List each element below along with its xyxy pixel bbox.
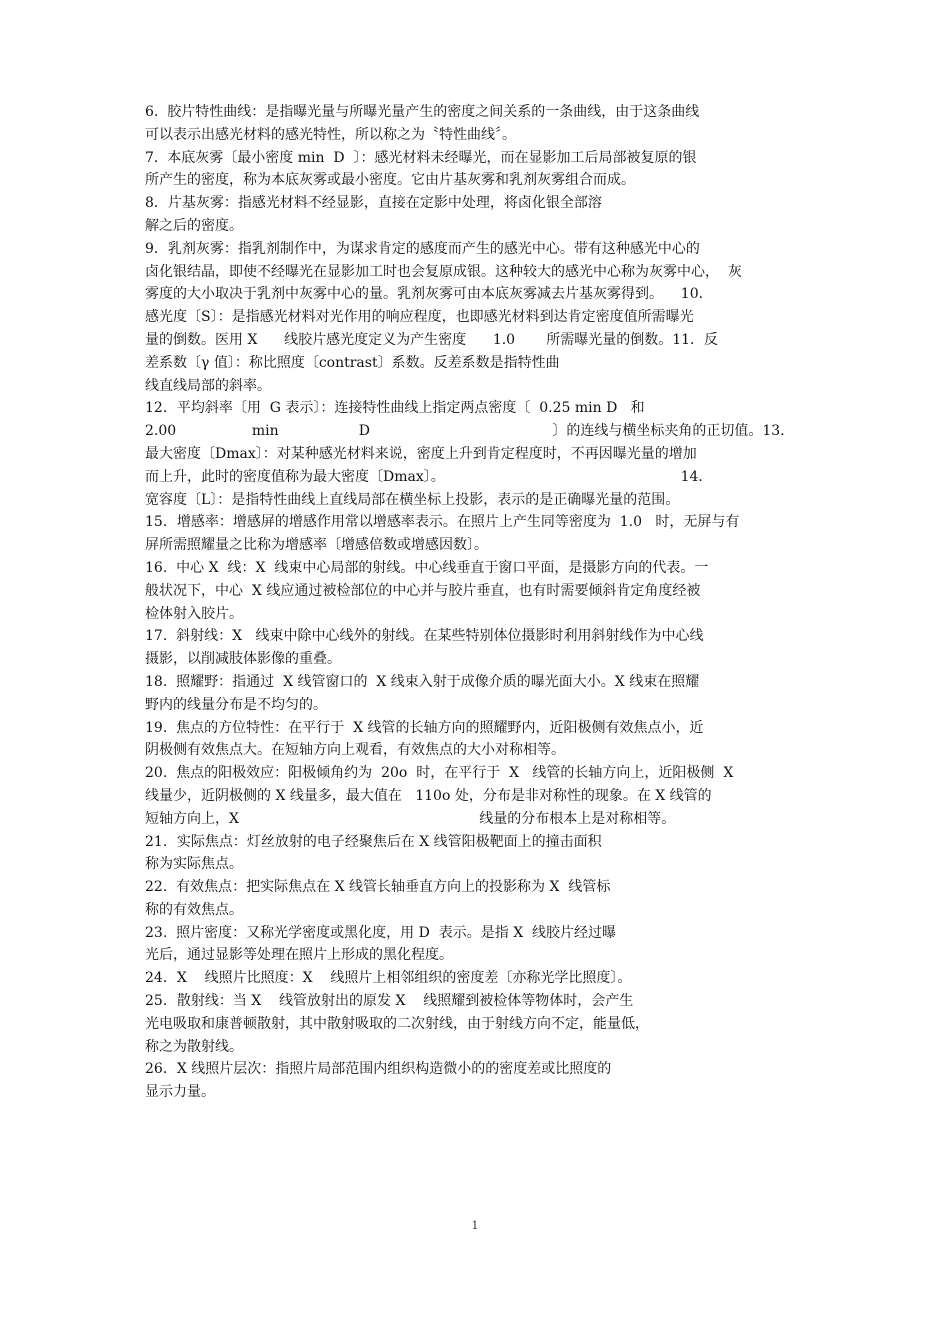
text-line: 摄影，以削减肢体影像的重叠。 [145, 651, 341, 668]
text-line: 称的有效焦点。 [145, 901, 243, 918]
text-line: 显示力量。 [145, 1084, 215, 1101]
text-line: 25．散射线：当 X 线管放射出的原发 X 线照耀到被检体等物体时，会产生 [145, 993, 634, 1010]
text-line: 称为实际焦点。 [145, 856, 243, 873]
text-line: 称之为散射线。 [145, 1038, 243, 1055]
text-line: 18. 照耀野：指通过 X 线管窗口的 X 线束入射于成像介质的曝光面大小。X 线束在照耀 [145, 673, 700, 690]
text-line: 可以表示出感光材料的感光特性，所以称之为〝特性曲线〞。 [145, 126, 516, 143]
text-line: 般状况下，中心 X 线应通过被检部位的中心并与胶片垂直，也有时需要倾斜肯定角度经被 [145, 582, 701, 599]
text-line: 26．X 线照片层次：指照片局部范围内组织构造微小的的密度差或比照度的 [145, 1061, 612, 1078]
text-line: 7. 本底灰雾〔最小密度 min D 〕：感光材料未经曝光，而在显影加工后局部被复原的银 [145, 149, 697, 166]
text-line: 感光度〔S〕：是指感光材料对光作用的响应程度，也即感光材料到达肯定密度值所需曝光 [145, 309, 694, 326]
text-line: 16. 中心 X 线：X 线束中心局部的射线。中心线垂直于窗口平面，是摄影方向的代表。一 [145, 559, 709, 576]
text-line: 19. 焦点的方位特性：在平行于 X 线管的长轴方向的照耀野内，近阳极侧有效焦点小，近 [145, 719, 704, 736]
text-line: 所产生的密度，称为本底灰雾或最小密度。它由片基灰雾和乳剂灰雾组合而成。 [145, 172, 635, 189]
page-number: 1 [471, 1219, 479, 1232]
text-line: 宽容度〔L〕：是指特性曲线上直线局部在横坐标上投影，表示的是正确曝光量的范围。 [145, 491, 680, 508]
text-line: 12．平均斜率〔用 G 表示〕：连接特性曲线上指定两点密度〔 0.25 min D 和 [145, 400, 645, 417]
text-line: 21．实际焦点：灯丝放射的电子经聚焦后在 X 线管阳极靶面上的撞击面积 [145, 833, 602, 850]
text-line: 量的倒数。医用 X 线胶片感光度定义为产生密度 1.0 所需曝光量的倒数。11．反 [145, 331, 719, 348]
text-line: 15．增感率：增感屏的增感作用常以增感率表示。在照片上产生同等密度为 1.0 时，无屏与有 [145, 514, 740, 531]
text-line: 最大密度〔Dmax〕：对某种感光材料来说，密度上升到肯定程度时，不再因曝光量的增加 [145, 445, 697, 462]
text-line: 24．X 线照片比照度：X 线照片上相邻组织的密度差〔亦称光学比照度〕。 [145, 970, 632, 987]
text-line: 9．乳剂灰雾：指乳剂制作中，为谋求肯定的感度而产生的感光中心。带有这种感光中心的 [145, 240, 700, 257]
text-line: 23. 照片密度：又称光学密度或黑化度，用 D 表示。是指 X 线胶片经过曝 [145, 924, 617, 941]
text-line: 17. 斜射线：X 线束中除中心线外的射线。在某些特别体位摄影时利用斜射线作为中心线 [145, 628, 704, 645]
text-line: 解之后的密度。 [145, 217, 243, 234]
text-line: 检体射入胶片。 [145, 605, 243, 622]
document-body [145, 101, 817, 1104]
text-line: 22. 有效焦点：把实际焦点在 X 线管长轴垂直方向上的投影称为 X 线管标 [145, 879, 611, 896]
text-line: 野内的线量分布是不均匀的。 [145, 696, 327, 713]
text-line: 屏所需照耀量之比称为增感率〔增感倍数或增感因数〕。 [145, 537, 488, 554]
text-line: 光后，通过显影等处理在照片上形成的黑化程度。 [145, 947, 453, 964]
text-line: 阴极侧有效焦点大。在短轴方向上观看，有效焦点的大小对称相等。 [145, 742, 565, 759]
text-line: 卤化银结晶，即使不经曝光在显影加工时也会复原成银。这种较大的感光中心称为灰雾中心， 灰 [145, 263, 742, 280]
text-line: 8．片基灰雾：指感光材料不经显影，直接在定影中处理，将卤化银全部溶 [145, 195, 602, 212]
text-line: 线直线局部的斜率。 [145, 377, 271, 394]
text-line: 2.00 min D 〕的连线与横坐标夹角的正切值。13． [145, 423, 795, 440]
text-line: 雾度的大小取决于乳剂中灰雾中心的量。乳剂灰雾可由本底灰雾减去片基灰雾得到。 10． [145, 286, 713, 303]
text-line: 线量少，近阴极侧的 X 线量多，最大值在 110o 处，分布是非对称性的现象。在 X 线管的 [145, 787, 712, 804]
text-line: 而上升，此时的密度值称为最大密度〔Dmax〕。 14． [145, 468, 713, 485]
text-line: 6. 胶片特性曲线：是指曝光量与所曝光量产生的密度之间关系的一条曲线，由于这条曲线 [145, 104, 700, 120]
text-line: 光电吸取和康普顿散射，其中散射吸取的二次射线，由于射线方向不定，能量低， [145, 1015, 649, 1032]
text-line: 差系数〔γ 值〕：称比照度〔contrast〕系数。反差系数是指特性曲 [145, 354, 560, 371]
text-line: 短轴方向上，X 线量的分布根本上是对称相等。 [145, 810, 676, 827]
text-line: 20. 焦点的阳极效应：阳极倾角约为 20o 时，在平行于 X 线管的长轴方向上，近阳极侧 X [145, 765, 734, 782]
